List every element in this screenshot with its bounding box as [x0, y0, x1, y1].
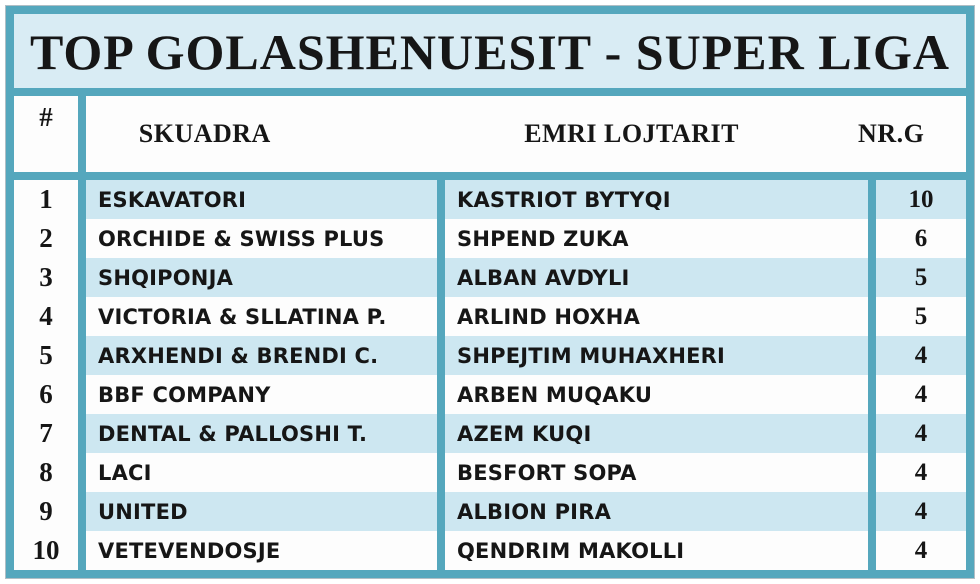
table-body	[14, 180, 966, 570]
player-cell: QENDRIM MAKOLLI	[445, 531, 868, 570]
goals-cell: 5	[876, 297, 966, 336]
rank-cell: 4	[14, 297, 78, 336]
rank-cell: 6	[14, 375, 78, 414]
goals-cell: 6	[876, 219, 966, 258]
player-cell: KASTRIOT BYTYQI	[445, 180, 868, 219]
divider-rank-team	[78, 180, 86, 570]
scoreboard	[6, 6, 974, 578]
player-cell: SHPEND ZUKA	[445, 219, 868, 258]
header-rank-divider	[78, 96, 86, 172]
team-cell: UNITED	[86, 492, 437, 531]
team-cell: ESKAVATORI	[86, 180, 437, 219]
player-cell: ARBEN MUQAKU	[445, 375, 868, 414]
rank-cell: 8	[14, 453, 78, 492]
goals-cell: 10	[876, 180, 966, 219]
team-cell: BBF COMPANY	[86, 375, 437, 414]
page-title: TOP GOLASHENUESIT - SUPER LIGA	[29, 24, 951, 80]
goals-cell: 4	[876, 414, 966, 453]
team-cell: ARXHENDI & BRENDI C.	[86, 336, 437, 375]
rank-cell: 1	[14, 180, 78, 219]
team-cell: VETEVENDOSJE	[86, 531, 437, 570]
team-cell: SHQIPONJA	[86, 258, 437, 297]
rank-column	[14, 180, 78, 570]
rank-cell: 5	[14, 336, 78, 375]
goals-cell: 4	[876, 375, 966, 414]
player-cell: AZEM KUQI	[445, 414, 868, 453]
rank-cell: 10	[14, 531, 78, 570]
header-player: EMRI LOJTARIT	[524, 119, 739, 148]
team-cell: VICTORIA & SLLATINA P.	[86, 297, 437, 336]
player-cell: SHPEJTIM MUHAXHERI	[445, 336, 868, 375]
rank-cell: 2	[14, 219, 78, 258]
goals-cell: 4	[876, 453, 966, 492]
player-column	[445, 180, 868, 570]
goals-column	[876, 180, 966, 570]
player-cell: ALBAN AVDYLI	[445, 258, 868, 297]
player-cell: ALBION PIRA	[445, 492, 868, 531]
player-cell: ARLIND HOXHA	[445, 297, 868, 336]
divider-player-goals	[868, 180, 876, 570]
goals-cell: 4	[876, 336, 966, 375]
goals-cell: 4	[876, 492, 966, 531]
header-goals: NR.G	[858, 119, 925, 148]
rank-cell: 7	[14, 414, 78, 453]
header-team: SKUADRA	[138, 119, 271, 148]
team-cell: DENTAL & PALLOSHI T.	[86, 414, 437, 453]
goals-cell: 4	[876, 531, 966, 570]
header-rank: #	[14, 96, 78, 172]
rank-cell: 9	[14, 492, 78, 531]
team-column	[86, 180, 437, 570]
table-header	[14, 96, 966, 172]
player-cell: BESFORT SOPA	[445, 453, 868, 492]
team-cell: LACI	[86, 453, 437, 492]
rank-cell: 3	[14, 258, 78, 297]
team-cell: ORCHIDE & SWISS PLUS	[86, 219, 437, 258]
goals-cell: 5	[876, 258, 966, 297]
divider-header-body	[14, 172, 966, 180]
title-banner	[14, 14, 966, 88]
divider-team-player	[437, 180, 445, 570]
header-labels	[86, 96, 966, 172]
divider-title-header	[14, 88, 966, 96]
